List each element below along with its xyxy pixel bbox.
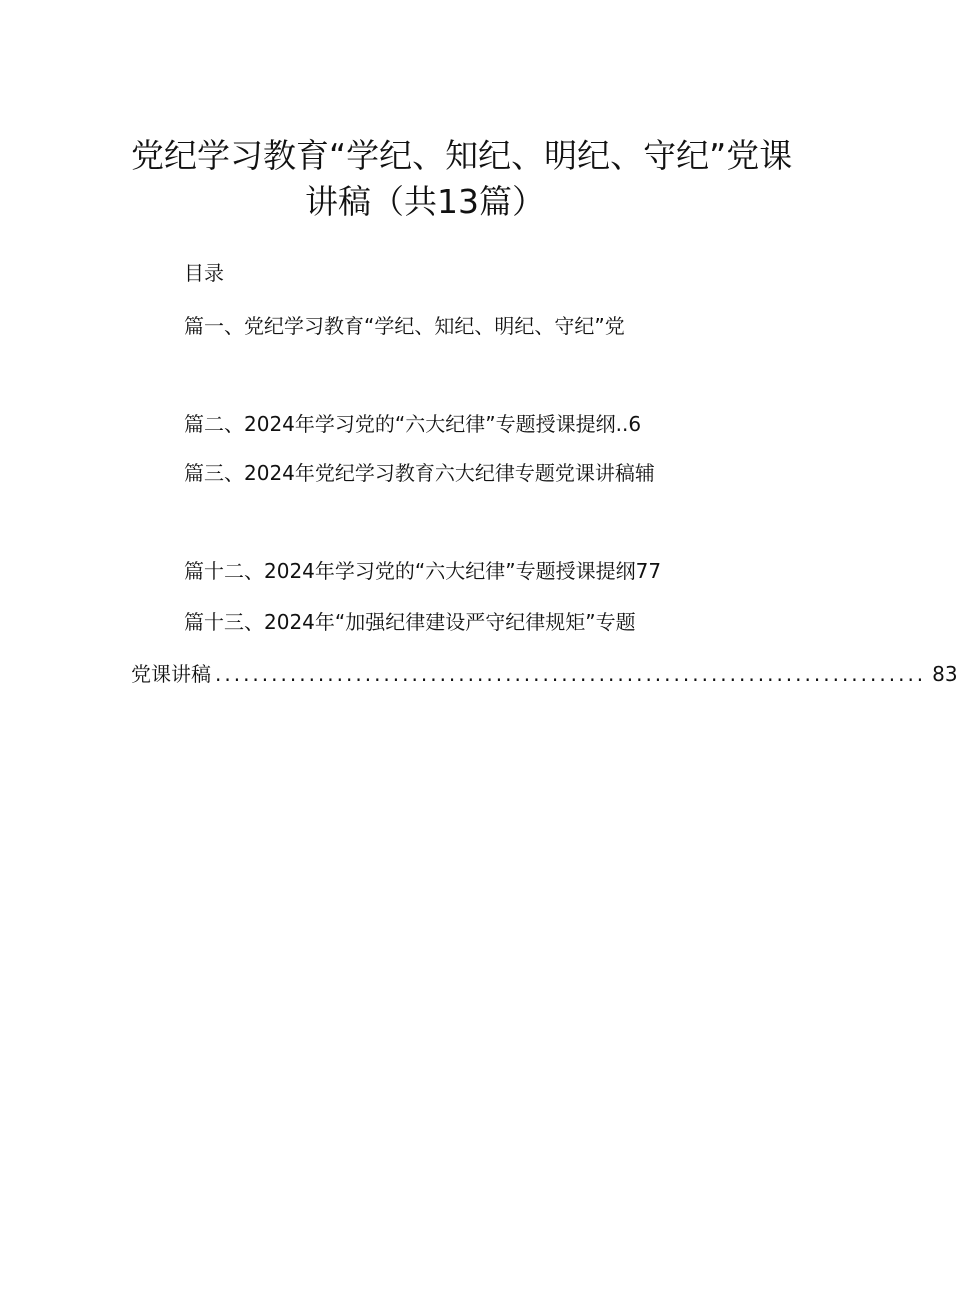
toc-entry-3[interactable]: 篇三、2024年党纪学习教育六大纪律专题党课讲稿辅 [184, 461, 655, 485]
toc-entry-2[interactable]: 篇二、2024年学习党的“六大纪律”专题授课提纲..6 [184, 412, 642, 436]
toc-heading: 目录 [184, 261, 224, 285]
toc-page-number: 83 [932, 662, 958, 686]
toc-dot-leader: ............................................................................ [215, 662, 927, 686]
toc-entry-1[interactable]: 篇一、党纪学习教育“学纪、知纪、明纪、守纪”党 [184, 314, 625, 338]
toc-entry-12[interactable]: 篇十二、2024年学习党的“六大纪律”专题授课提纲77 [184, 559, 662, 583]
toc-continuation-text: 党课讲稿 [131, 662, 211, 686]
document-title-line-1: 党纪学习教育“学纪、知纪、明纪、守纪”党课 [131, 136, 793, 175]
toc-entry-13[interactable]: 篇十三、2024年“加强纪律建设严守纪律规矩”专题 [184, 610, 636, 634]
document-title-line-2: 讲稿（共13篇） [305, 182, 545, 221]
toc-entry-13-continuation[interactable] [131, 660, 958, 690]
